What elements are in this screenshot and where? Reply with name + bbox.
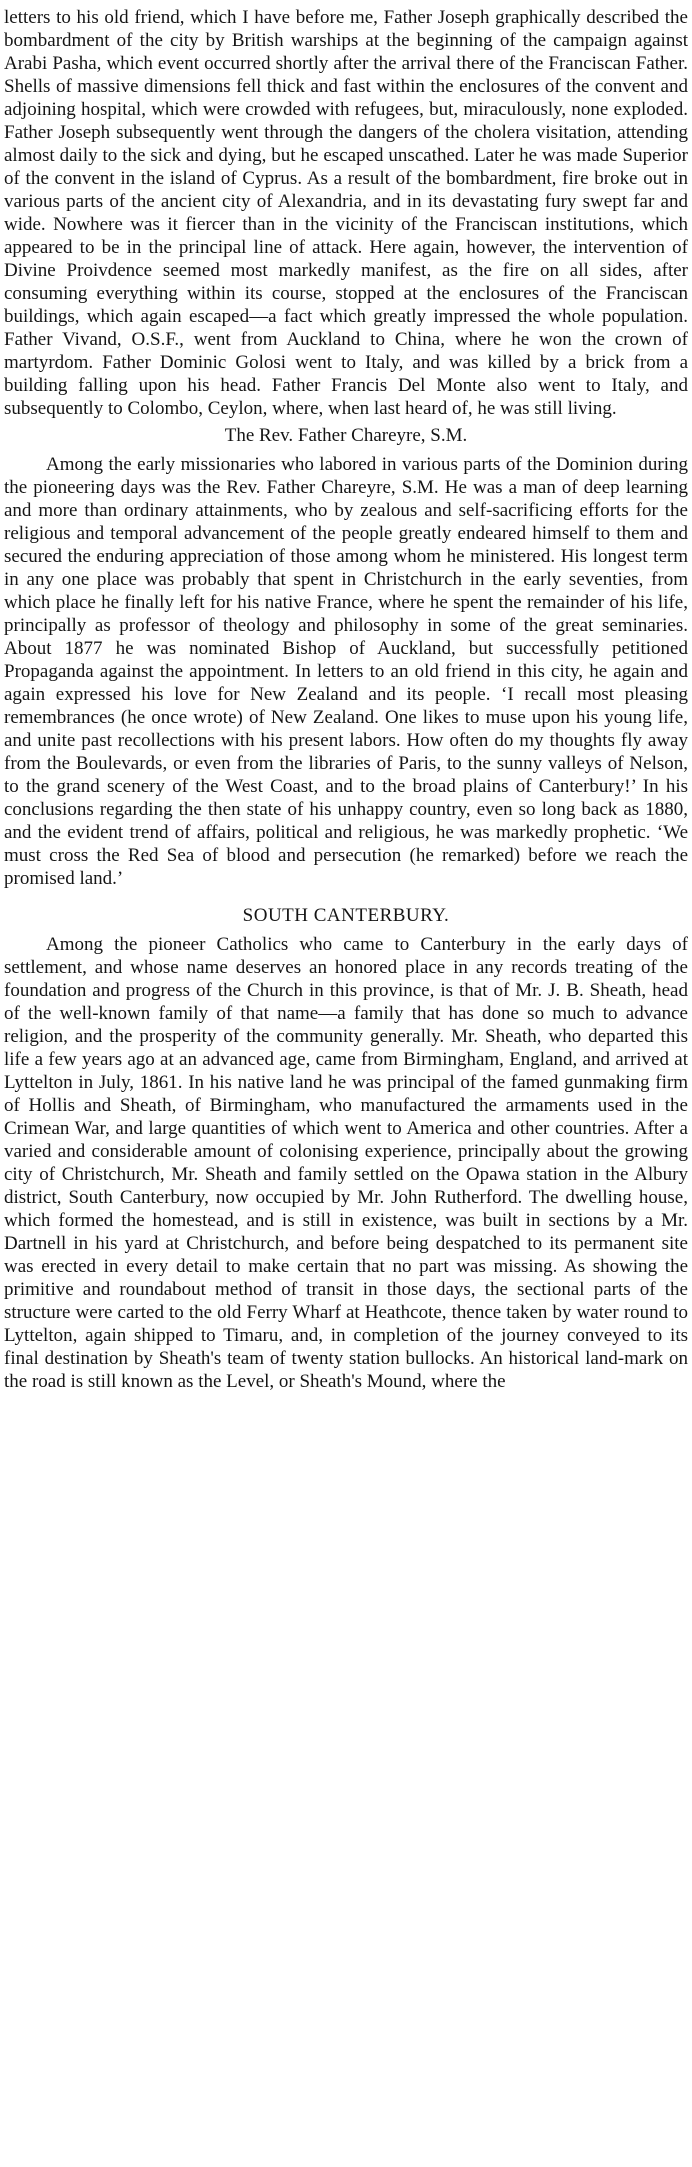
heading-father-chareyre: The Rev. Father Chareyre, S.M. <box>224 425 468 446</box>
heading-south-canterbury: SOUTH CANTERBURY. <box>242 905 450 926</box>
paragraph-father-chareyre: Among the early missionaries who labored in various parts of the Dominion during the pioneering days was the Rev. Father Chareyre, S.M. He was a man of deep learning and more than ordinary attainments, who by zealous and self-sacrificing efforts for the religious and temporal advancement of the people greatly endeared himself to them and secured the enduring appreciation of those among whom he ministered. His longest term in any one place was probably that spent in Christchurch in the early seventies, from which place he finally left for his native France, where he spent the remainder of his life, principally as professor of theology and philosophy in some of the great seminaries. About 1877 he was nominated Bishop of Auckland, but successfully petitioned Propaganda against the appointment. In letters to an old friend in this city, he again and again expressed his love for New Zealand and its people. ‘I recall most pleasing remembrances (he once wrote) of New Zealand. One likes to muse upon his young life, and unite past recollections with his present labors. How often do my thoughts fly away from the Boulevards, or even from the libraries of Paris, to the sunny valleys of Nelson, to the grand scenery of the West Coast, and to the broad plains of Canterbury!’ In his conclusions regarding the then state of his unhappy country, even so long back as 1880, and the evident trend of affairs, political and religious, he was markedly prophetic. ‘We must cross the Red Sea of blood and persecution (he remarked) before we reach the promised land.’ <box>4 454 688 889</box>
paragraph-south-canterbury: Among the pioneer Catholics who came to Canterbury in the early days of settlement, and whose name deserves an honored place in any records treating of the foundation and progress of the Church in this province, is that of Mr. J. B. Sheath, head of the well-known family of that name—a family that has done so much to advance religion, and the prosperity of the community generally. Mr. Sheath, who departed this life a few years ago at an advanced age, came from Birmingham, England, and arrived at Lyttelton in July, 1861. In his native land he was principal of the famed gunmaking firm of Hollis and Sheath, of Birmingham, who manufactured the armaments used in the Crimean War, and large quantities of which went to America and other countries. After a varied and considerable amount of colonising experience, principally about the growing city of Christchurch, Mr. Sheath and family settled on the Opawa station in the Albury district, South Canterbury, now occupied by Mr. John Rutherford. The dwelling house, which formed the homestead, and is still in existence, was built in sections by a Mr. Dartnell in his yard at Christchurch, and before being despatched to its permanent site was erected in every detail to make certain that no part was missing. As showing the primitive and roundabout method of transit in those days, the sectional parts of the structure were carted to the old Ferry Wharf at Heathcote, thence taken by water round to Lyttelton, again shipped to Timaru, and, in completion of the journey conveyed to its final destination by Sheath's team of twenty station bullocks. An historical land-mark on the road is still known as the Level, or Sheath's Mound, where the <box>4 934 688 1392</box>
paragraph-father-joseph: letters to his old friend, which I have before me, Father Joseph graphically described the bombardment of the city by British warships at the beginning of the campaign against Arabi Pasha, which event occurred shortly after the arrival there of the Franciscan Father. Shells of massive dimensions fell thick and fast within the enclosures of the convent and adjoining hospital, which were crowded with refugees, but, miraculously, none exploded. Father Joseph subsequently went through the dangers of the cholera visitation, attending almost daily to the sick and dying, but he escaped unscathed. Later he was made Superior of the convent in the island of Cyprus. As a result of the bombardment, fire broke out in various parts of the ancient city of Alexandria, and in its devastating fury swept far and wide. Nowhere was it fiercer than in the vicinity of the Franciscan institutions, which appeared to be in the principal line of attack. Here again, however, the intervention of Divine Proivdence seemed most markedly manifest, as the fire on all sides, after consuming everything within its course, stopped at the enclosures of the Franciscan buildings, which again escaped—a fact which greatly impressed the whole population. Father Vivand, O.S.F., went from Auckland to China, where he won the crown of martyrdom. Father Dominic Golosi went to Italy, and was killed by a brick from a building falling upon his head. Father Francis Del Monte also went to Italy, and subsequently to Colombo, Ceylon, where, when last heard of, he was still living. <box>4 7 688 419</box>
